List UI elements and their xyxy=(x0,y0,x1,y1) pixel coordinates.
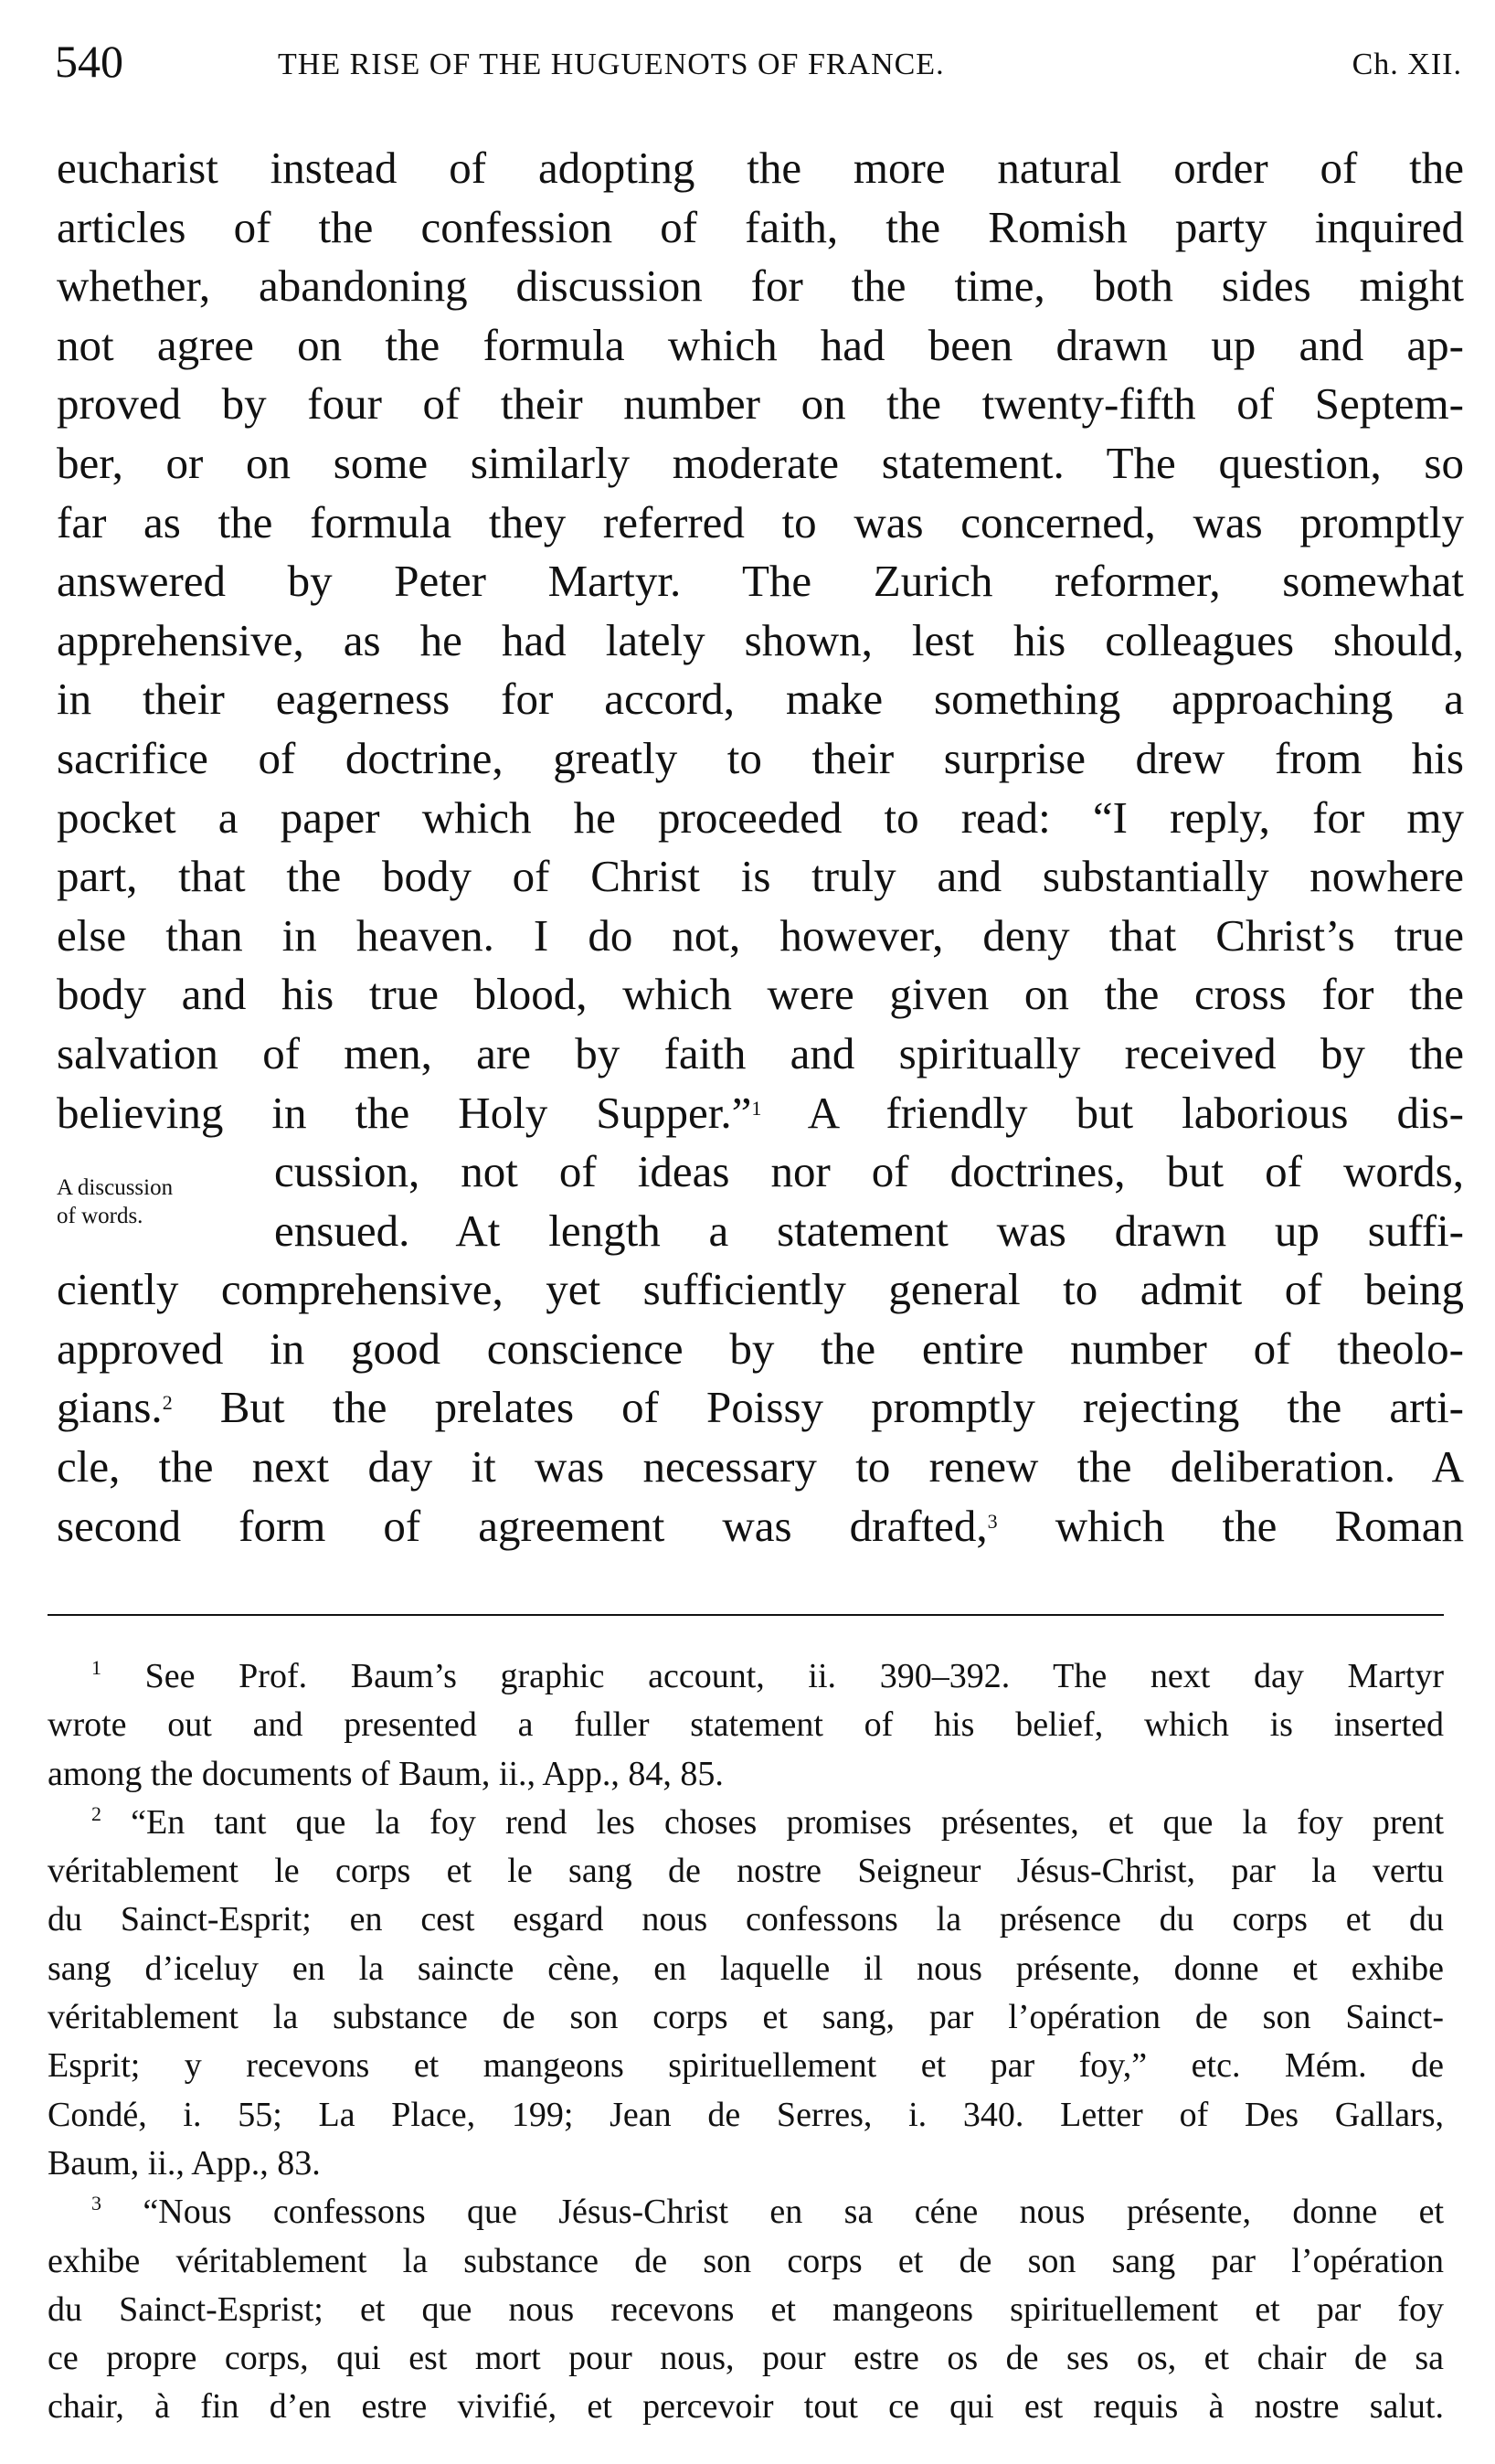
page-number: 540 xyxy=(55,36,123,87)
body-line: salvation of men, are by faith and spiritually received by the xyxy=(57,1027,1464,1078)
body-line: body and his true blood, which were given on the cross for the xyxy=(57,969,1464,1020)
body-line: else than in heaven. I do not, however, deny that Christ’s true xyxy=(57,909,1464,961)
footnotes xyxy=(48,1652,1444,2432)
body-line: approved in good conscience by the entire number of theolo- xyxy=(57,1322,1464,1374)
body-line: in their eagerness for accord, make something approaching a xyxy=(57,674,1464,725)
body-text-span: A friendly but laborious dis- xyxy=(807,1087,1464,1138)
footnote-line: Esprit; y recevons et mangeons spirituellement et par foy,” etc. Mém. de xyxy=(48,2046,1444,2086)
body-line: proved by four of their number on the twenty-fifth of Septem- xyxy=(57,378,1464,430)
footnote-line: du Sainct-Esprist; et que nous recevons et mangeons spirituellement et par foy xyxy=(48,2289,1444,2329)
body-text xyxy=(57,139,1464,1556)
body-line xyxy=(57,1084,1464,1143)
body-line: answered by Peter Martyr. The Zurich reformer, somewhat xyxy=(57,556,1464,607)
running-title: THE RISE OF THE HUGUENOTS OF FRANCE. xyxy=(278,48,945,81)
body-line: part, that the body of Christ is truly and substantially nowhere xyxy=(57,851,1464,902)
body-line: apprehensive, as he had lately shown, lest his colleagues should, xyxy=(57,614,1464,665)
body-text-span: second form of agreement was drafted, xyxy=(57,1500,988,1551)
footnote-line: ce propre corps, qui est mort pour nous, pour estre os de ses os, et chair de sa xyxy=(48,2339,1444,2378)
body-line: ciently comprehensive, yet sufficiently general to admit of being xyxy=(57,1264,1464,1315)
footnote-marker: 3 xyxy=(91,2192,101,2215)
body-text-span: gians. xyxy=(57,1382,163,1433)
body-line xyxy=(57,1378,1464,1438)
body-line: whether, abandoning discussion for the time, both sides might xyxy=(57,260,1464,312)
body-line: articles of the confession of faith, the Romish party inquired xyxy=(57,201,1464,252)
body-line: ensued. At length a statement was drawn up suffi- xyxy=(274,1205,1464,1256)
footnote-rule xyxy=(48,1614,1444,1616)
running-header xyxy=(55,35,1462,90)
footnote-marker: 2 xyxy=(91,1801,101,1825)
body-line: far as the formula they referred to was concerned, was promptly xyxy=(57,496,1464,547)
footnote-line: among the documents of Baum, ii., App., 84, 85. xyxy=(48,1754,724,1793)
footnote-line: Condé, i. 55; La Place, 199; Jean de Serres, i. 340. Letter of Des Gallars, xyxy=(48,2095,1444,2134)
body-line: pocket a paper which he proceeded to read: “I reply, for my xyxy=(57,791,1464,843)
margin-note-line: A discussion xyxy=(57,1175,174,1200)
body-line: ber, or on some similarly moderate statement. The question, so xyxy=(57,437,1464,488)
footnote-line: véritablement la substance de son corps et sang, par l’opération de son Sainct- xyxy=(48,1998,1444,2037)
body-line: not agree on the formula which had been drawn up and ap- xyxy=(57,319,1464,370)
body-line: sacrifice of doctrine, greatly to their surprise drew from his xyxy=(57,732,1464,783)
footnote-ref[interactable]: 2 xyxy=(162,1391,173,1415)
body-text-span: But the prelates of Poissy promptly rejecting the arti- xyxy=(219,1382,1465,1433)
body-line: cussion, not of ideas nor of doctrines, but of words, xyxy=(274,1146,1464,1197)
footnote-line: Baum, ii., App., 83. xyxy=(48,2143,321,2183)
footnote-line: du Sainct-Esprit; en cest esgard nous confessons la présence du corps et du xyxy=(48,1900,1444,1939)
footnote-line: chair, à fin d’en estre vivifié, et percevoir tout ce qui est requis à nostre salut. xyxy=(48,2387,1444,2427)
body-line: cle, the next day it was necessary to renew the deliberation. A xyxy=(57,1441,1464,1492)
body-line: eucharist instead of adopting the more natural order of the xyxy=(57,143,1464,193)
footnote-marker: 1 xyxy=(91,1656,101,1679)
footnote-line: wrote out and presented a fuller statement of his belief, which is inserted xyxy=(48,1705,1444,1745)
footnote-ref[interactable]: 3 xyxy=(987,1509,998,1533)
footnote-line: exhibe véritablement la substance de son corps et de son sang par l’opération xyxy=(48,2241,1444,2280)
footnote-line: $^3$ “Nous confessons que Jésus-Christ en sa céne nous présente, donne et xyxy=(91,2192,1444,2232)
margin-note-line: of words. xyxy=(57,1204,143,1228)
footnote-line: véritablement le corps et le sang de nostre Seigneur Jésus-Christ, par la vertu xyxy=(48,1852,1444,1891)
footnote-line: sang d’iceluy en la saincte cène, en laquelle il nous présente, donne et exhibe xyxy=(48,1949,1444,1988)
footnote-ref[interactable]: 1 xyxy=(751,1096,762,1120)
margin-note xyxy=(57,1174,173,1230)
body-line xyxy=(57,1497,1464,1556)
body-text-span: believing in the Holy Supper.” xyxy=(57,1087,752,1138)
body-text-span: which the Roman xyxy=(1055,1500,1465,1551)
footnote-line: $^1$ See Prof. Baum’s graphic account, ii. 390–392. The next day Martyr xyxy=(91,1656,1445,1695)
footnote-line: $^2$ “En tant que la foy rend les choses promises présentes, et que la foy prent xyxy=(91,1801,1445,1842)
chapter-label: Ch. XII. xyxy=(1352,48,1462,81)
